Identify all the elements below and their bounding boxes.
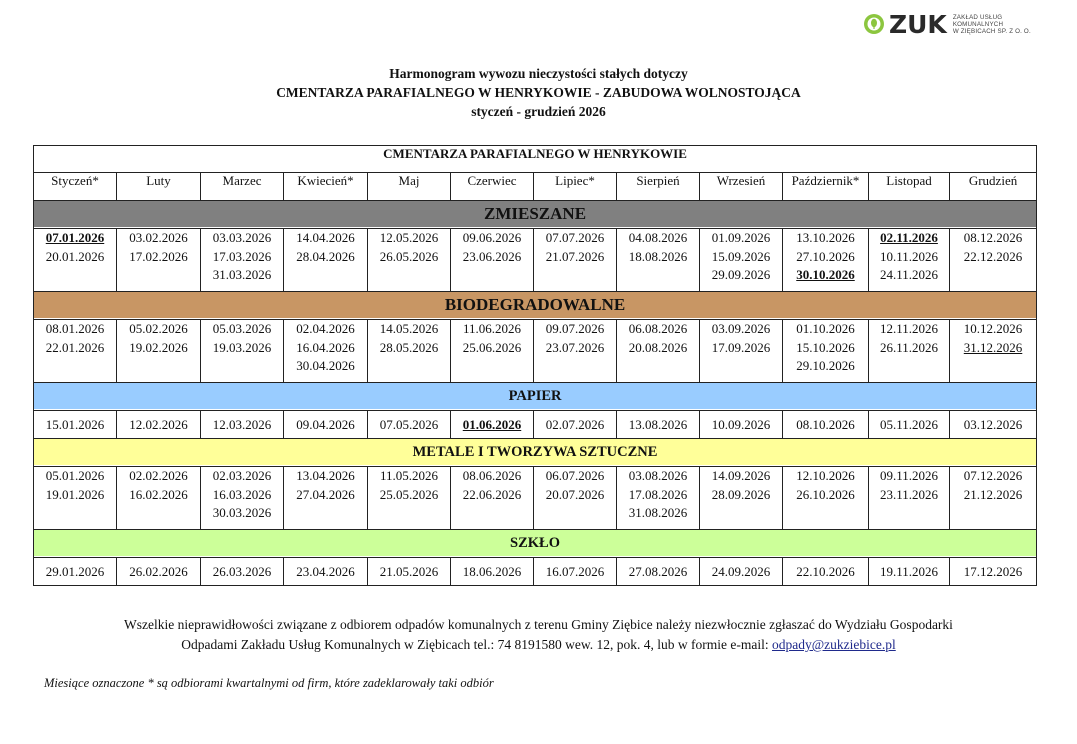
category-header-row [34, 201, 1037, 229]
date-cell [869, 467, 950, 530]
pickup-date: 20.01.2026 [45, 248, 105, 264]
pickup-date: 15.09.2026 [711, 248, 771, 264]
date-cell [451, 229, 534, 292]
pickup-date: 17.03.2026 [212, 248, 272, 264]
pickup-date: 09.06.2026 [462, 230, 522, 245]
date-cell [950, 558, 1037, 586]
month-header: Marzec [201, 173, 284, 201]
pickup-date: 26.02.2026 [129, 563, 188, 579]
pickup-date: 15.10.2026 [796, 339, 855, 355]
pickup-date: 27.08.2026 [628, 563, 688, 579]
pickup-date: 12.02.2026 [129, 416, 188, 432]
pickup-date: 27.10.2026 [796, 248, 855, 264]
pickup-date: 26.05.2026 [379, 248, 439, 264]
pickup-date: 16.03.2026 [212, 486, 272, 502]
date-cell [869, 411, 950, 439]
pickup-date: 03.02.2026 [129, 230, 188, 245]
pickup-date: 30.10.2026 [796, 267, 855, 282]
pickup-date: 31.03.2026 [212, 267, 272, 282]
date-cell [869, 320, 950, 383]
category-header-cell [34, 292, 1037, 320]
zuk-logo [862, 9, 1031, 39]
pickup-date: 03.12.2026 [963, 416, 1023, 432]
pickup-date: 12.10.2026 [796, 468, 855, 483]
date-cell [534, 558, 617, 586]
table-title-row [34, 146, 1037, 173]
pickup-date: 31.12.2026 [963, 339, 1023, 355]
pickup-date: 21.07.2026 [545, 248, 605, 264]
month-header: Maj [368, 173, 451, 201]
date-cell [783, 467, 869, 530]
pickup-date: 28.05.2026 [379, 339, 439, 355]
pickup-date: 07.07.2026 [545, 230, 605, 245]
date-cell [368, 467, 451, 530]
pickup-date: 18.08.2026 [628, 248, 688, 264]
date-cell [284, 558, 368, 586]
month-header: Październik* [783, 173, 869, 201]
date-cell [117, 411, 201, 439]
date-cell [617, 320, 700, 383]
date-cell [284, 467, 368, 530]
pickup-date: 17.02.2026 [129, 248, 188, 264]
pickup-date: 13.04.2026 [296, 468, 355, 483]
date-cell [451, 558, 534, 586]
pickup-date: 22.01.2026 [45, 339, 105, 355]
pickup-date: 10.09.2026 [711, 416, 771, 432]
date-cell [451, 467, 534, 530]
date-cell [700, 411, 783, 439]
date-cell [617, 229, 700, 292]
pickup-date: 16.07.2026 [545, 563, 605, 579]
footer-contact-line2 [0, 635, 1077, 655]
month-header: Grudzień [950, 173, 1037, 201]
category-header-cell [34, 383, 1037, 411]
footer-contact-text: Odpadami Zakładu Usług Komunalnych w Ziębicach tel.: 74 8191580 wew. 12, pok. 4, lub w formie e-mail: [181, 637, 772, 652]
pickup-date: 12.05.2026 [379, 230, 439, 245]
pickup-date: 02.04.2026 [296, 321, 355, 336]
document-title-line1: Harmonogram wywozu nieczystości stałych dotyczy [389, 66, 688, 81]
category-header-row [34, 292, 1037, 320]
pickup-date: 28.04.2026 [296, 248, 355, 264]
category-header-cell [34, 439, 1037, 467]
pickup-date: 29.10.2026 [796, 358, 855, 373]
pickup-date: 26.03.2026 [212, 563, 272, 579]
pickup-date: 24.11.2026 [879, 267, 939, 282]
pickup-date: 07.01.2026 [45, 230, 105, 245]
pickup-date: 01.09.2026 [711, 230, 771, 245]
pickup-date: 22.10.2026 [796, 563, 855, 579]
pickup-date: 03.09.2026 [711, 321, 771, 336]
date-cell [117, 558, 201, 586]
pickup-date: 27.04.2026 [296, 486, 355, 502]
pickup-date: 17.09.2026 [711, 339, 771, 355]
date-cell [534, 229, 617, 292]
pickup-date: 09.11.2026 [879, 468, 939, 483]
pickup-date: 18.06.2026 [462, 563, 522, 579]
date-cell [617, 558, 700, 586]
date-cell [700, 558, 783, 586]
month-header: Listopad [869, 173, 950, 201]
date-cell [284, 411, 368, 439]
logo-subtitle [953, 14, 1031, 35]
pickup-date: 12.03.2026 [212, 416, 272, 432]
pickup-date: 26.11.2026 [879, 339, 939, 355]
date-cell [201, 411, 284, 439]
date-cell [368, 411, 451, 439]
date-cell [117, 467, 201, 530]
category-label: BIODEGRADOWALNE [34, 292, 1036, 318]
pickup-date: 02.03.2026 [212, 468, 272, 483]
pickup-date: 19.01.2026 [45, 486, 105, 502]
dates-row [34, 229, 1037, 292]
pickup-date: 05.02.2026 [129, 321, 188, 336]
pickup-date: 09.07.2026 [545, 321, 605, 336]
date-cell [950, 411, 1037, 439]
date-cell [34, 467, 117, 530]
pickup-date: 19.11.2026 [879, 563, 939, 579]
document-title-line2: CMENTARZA PARAFIALNEGO W HENRYKOWIE - ZABUDOWA WOLNOSTOJĄCA [276, 85, 801, 100]
pickup-date: 03.08.2026 [628, 468, 688, 483]
pickup-date: 07.05.2026 [379, 416, 439, 432]
logo-sub-line: ZAKŁAD USŁUG [952, 13, 1003, 21]
pickup-date: 26.10.2026 [796, 486, 855, 502]
pickup-date: 08.01.2026 [45, 321, 105, 336]
category-label: ZMIESZANE [34, 201, 1036, 227]
pickup-date: 13.10.2026 [796, 230, 855, 245]
date-cell [117, 320, 201, 383]
pickup-date: 08.10.2026 [796, 416, 855, 432]
date-cell [783, 558, 869, 586]
pickup-date: 30.03.2026 [212, 505, 272, 520]
date-cell [783, 320, 869, 383]
pickup-date: 01.10.2026 [796, 321, 855, 336]
pickup-date: 20.07.2026 [545, 486, 605, 502]
date-cell [34, 411, 117, 439]
category-header-cell [34, 201, 1037, 229]
date-cell [700, 320, 783, 383]
date-cell [34, 320, 117, 383]
pickup-date: 08.12.2026 [963, 230, 1023, 245]
date-cell [451, 320, 534, 383]
month-header: Kwiecień* [284, 173, 368, 201]
date-cell [368, 320, 451, 383]
table-title: CMENTARZA PARAFIALNEGO W HENRYKOWIE [34, 146, 1037, 173]
date-cell [34, 558, 117, 586]
date-cell [34, 229, 117, 292]
dates-row [34, 558, 1037, 586]
pickup-date: 23.04.2026 [296, 563, 355, 579]
month-header: Styczeń* [34, 173, 117, 201]
category-header-cell [34, 530, 1037, 558]
pickup-date: 04.08.2026 [628, 230, 688, 245]
pickup-date: 23.07.2026 [545, 339, 605, 355]
date-cell [869, 558, 950, 586]
pickup-date: 11.05.2026 [379, 468, 439, 483]
date-cell [617, 411, 700, 439]
pickup-date: 12.11.2026 [879, 321, 939, 336]
date-cell [783, 411, 869, 439]
pickup-date: 24.09.2026 [711, 563, 771, 579]
pickup-date: 02.11.2026 [880, 230, 938, 245]
pickup-date: 14.05.2026 [379, 321, 439, 336]
pickup-date: 23.06.2026 [462, 248, 522, 264]
date-cell [869, 229, 950, 292]
schedule-table [33, 145, 1037, 586]
date-cell [284, 320, 368, 383]
pickup-date: 09.04.2026 [296, 416, 355, 432]
recycle-leaf-icon [862, 12, 886, 36]
pickup-date: 22.06.2026 [462, 486, 522, 502]
date-cell [201, 229, 284, 292]
pickup-date: 06.07.2026 [545, 468, 605, 483]
pickup-date: 11.06.2026 [462, 321, 522, 336]
quarterly-note: Miesiące oznaczone * są odbiorami kwartalnymi od firm, które zadeklarowały taki odbiór [44, 676, 494, 690]
pickup-date: 30.04.2026 [296, 358, 355, 373]
category-header-row [34, 383, 1037, 411]
pickup-date: 16.02.2026 [129, 486, 188, 502]
date-cell [201, 467, 284, 530]
dates-row [34, 467, 1037, 530]
category-label: PAPIER [34, 383, 1036, 409]
month-header: Lipiec* [534, 173, 617, 201]
pickup-date: 19.02.2026 [129, 339, 188, 355]
pickup-date: 25.05.2026 [379, 486, 439, 502]
pickup-date: 05.03.2026 [212, 321, 272, 336]
pickup-date: 10.12.2026 [963, 321, 1023, 336]
date-cell [534, 467, 617, 530]
pickup-date: 05.01.2026 [45, 468, 105, 483]
date-cell [368, 229, 451, 292]
dates-row [34, 320, 1037, 383]
date-cell [284, 229, 368, 292]
pickup-date: 25.06.2026 [462, 339, 522, 355]
pickup-date: 22.12.2026 [963, 248, 1023, 264]
email-link[interactable]: odpady@zukziebice.pl [771, 637, 896, 652]
month-header: Luty [117, 173, 201, 201]
date-cell [451, 411, 534, 439]
category-label: SZKŁO [34, 530, 1036, 556]
footer-contact-line1: Wszelkie nieprawidłowości związane z odbiorem odpadów komunalnych z terenu Gminy Ziębice należy niezwłocznie zgłaszać do Wydziału Gospodarki [124, 617, 953, 632]
logo-sub-line: W ZIĘBICACH SP. Z O. O. [952, 27, 1031, 35]
category-label: METALE I TWORZYWA SZTUCZNE [34, 439, 1036, 465]
pickup-date: 14.04.2026 [296, 230, 355, 245]
pickup-date: 03.03.2026 [212, 230, 272, 245]
pickup-date: 29.01.2026 [45, 563, 105, 579]
pickup-date: 02.07.2026 [545, 416, 605, 432]
month-header: Sierpień [617, 173, 700, 201]
pickup-date: 17.08.2026 [628, 486, 688, 502]
months-header-row [34, 173, 1037, 201]
pickup-date: 20.08.2026 [628, 339, 688, 355]
pickup-date: 02.02.2026 [129, 468, 188, 483]
month-header: Czerwiec [451, 173, 534, 201]
month-header: Wrzesień [700, 173, 783, 201]
logo-wordmark: ZUK [889, 9, 947, 39]
document-title-period: styczeń - grudzień 2026 [471, 104, 606, 119]
date-cell [617, 467, 700, 530]
date-cell [534, 320, 617, 383]
pickup-date: 06.08.2026 [628, 321, 688, 336]
date-cell [117, 229, 201, 292]
logo-sub-line: KOMUNALNYCH [952, 20, 1004, 28]
pickup-date: 21.12.2026 [963, 486, 1023, 502]
category-header-row [34, 530, 1037, 558]
date-cell [700, 467, 783, 530]
date-cell [368, 558, 451, 586]
pickup-date: 08.06.2026 [462, 468, 522, 483]
pickup-date: 29.09.2026 [711, 267, 771, 282]
date-cell [783, 229, 869, 292]
pickup-date: 14.09.2026 [711, 468, 771, 483]
date-cell [950, 229, 1037, 292]
pickup-date: 19.03.2026 [212, 339, 272, 355]
pickup-date: 10.11.2026 [879, 248, 939, 264]
date-cell [950, 467, 1037, 530]
pickup-date: 16.04.2026 [296, 339, 355, 355]
pickup-date: 23.11.2026 [879, 486, 939, 502]
pickup-date: 31.08.2026 [628, 505, 688, 520]
date-cell [534, 411, 617, 439]
dates-row [34, 411, 1037, 439]
date-cell [700, 229, 783, 292]
category-header-row [34, 439, 1037, 467]
pickup-date: 21.05.2026 [379, 563, 439, 579]
pickup-date: 13.08.2026 [628, 416, 688, 432]
pickup-date: 28.09.2026 [711, 486, 771, 502]
pickup-date: 05.11.2026 [879, 416, 939, 432]
date-cell [201, 558, 284, 586]
date-cell [950, 320, 1037, 383]
pickup-date: 07.12.2026 [963, 468, 1023, 483]
pickup-date: 01.06.2026 [462, 416, 522, 432]
pickup-date: 17.12.2026 [963, 563, 1023, 579]
pickup-date: 15.01.2026 [45, 416, 105, 432]
date-cell [201, 320, 284, 383]
